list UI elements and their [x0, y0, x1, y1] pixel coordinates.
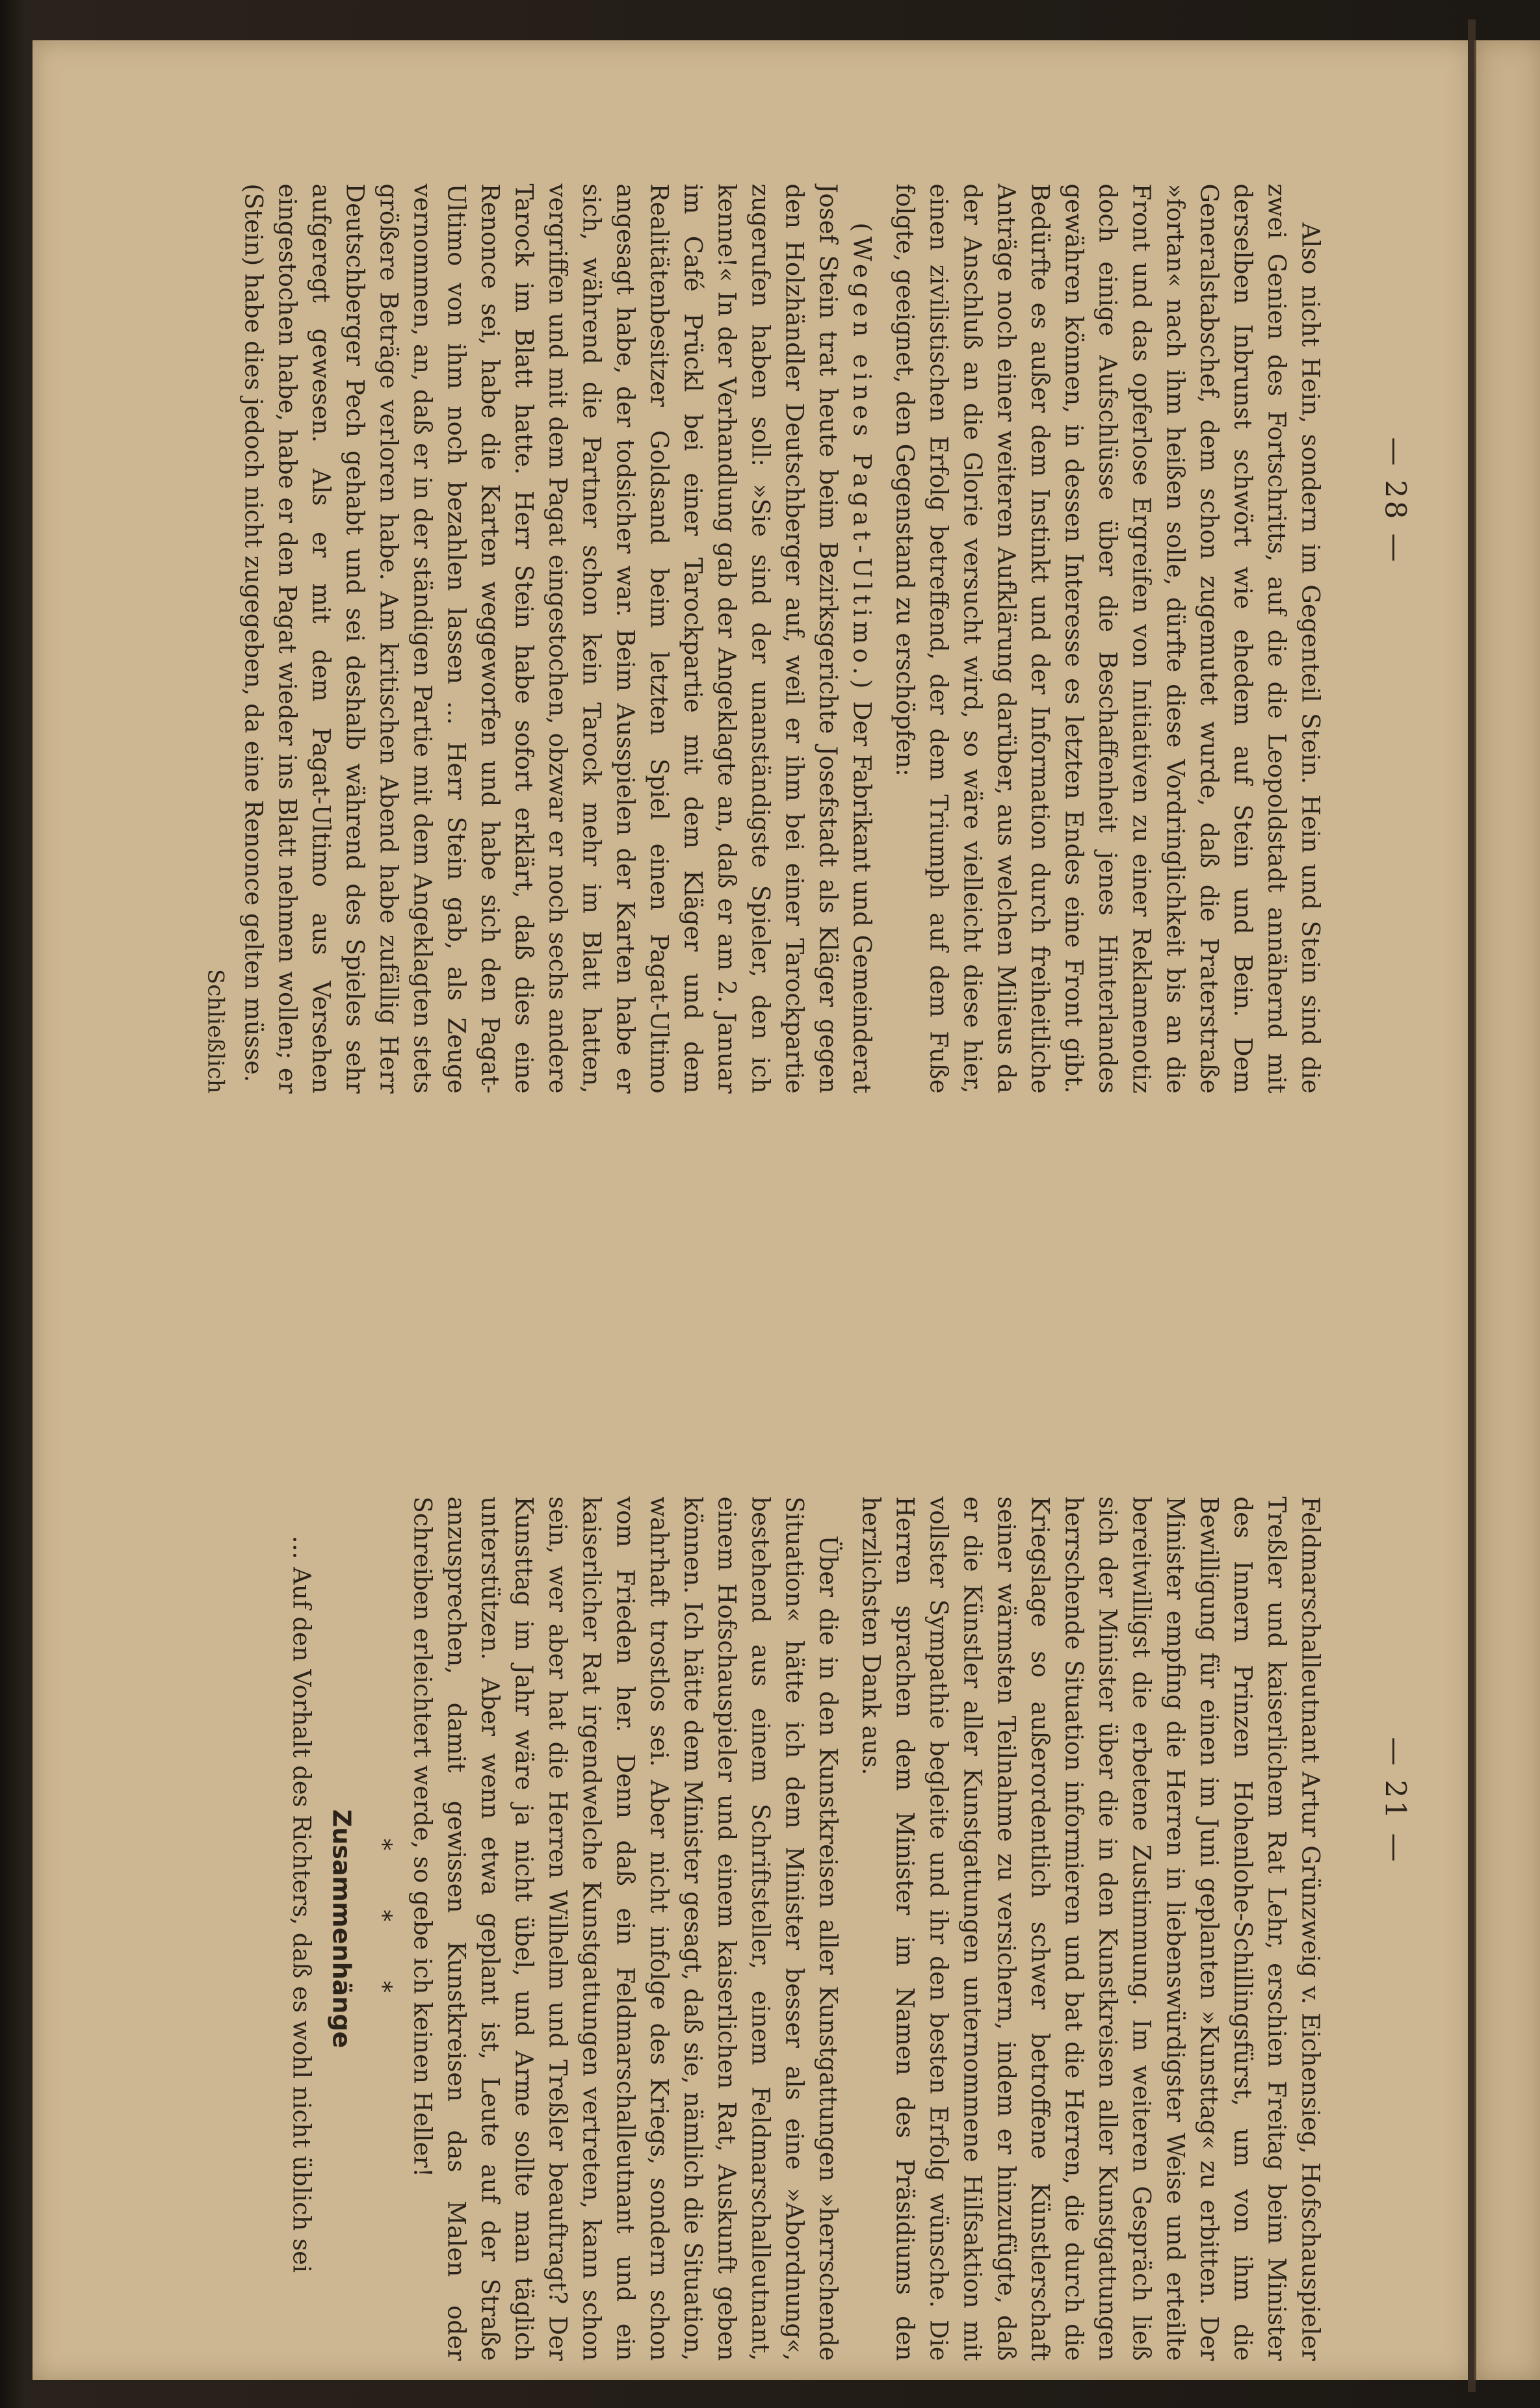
- report-heading: (Wegen eines Pagat-Ultimo.): [848, 222, 876, 693]
- paragraph: Also nicht Hein, sondern im Gegenteil Stein. Hein und Stein sind die zwei Genien des Fortschritts, auf die die Leopoldstadt annähernd mit derselben Inbrunst schwört wie ehedem auf Stein und Bein. Dem Generalstabschef, dem schon zugemutet wurde, daß die Praterstraße »fortan« nach ihm heißen solle, dürfte diese Vordringlichkeit bis an die Front und das opferlose Ergreifen von Initiativen zu einer Reklamenotiz doch einige Aufschlüsse über die Beschaffenheit jenes Hinterlandes gewähren können, in dessen Interesse es letzten Endes eine Front gibt. Bedürfte es außer dem Instinkt und der Information durch freiheitliche Anträge noch einer weiteren Aufklärung darüber, aus welchen Milieus da der Anschluß an die Glorie versucht wird, so wäre vielleicht diese hier, einen zivilistischen Erfolg betreffend, der dem Triumph auf dem Fuße folgte, geeignet, den Gegenstand zu erschöpfen:: [891, 183, 1325, 1094]
- paragraph: … Auf den Vorhalt des Richters, daß es wohl nicht üblich sei: [287, 1535, 316, 2273]
- report-body: Der Fabrikant und Gemeinderat Josef Stein trat heute beim Bezirksgerichte Josefstadt als Kläger gegen den Holzhändler Deutschberger auf, weil er ihm bei einer Tarockpartie zugerufen haben soll: »Sie sind der unanständigste Spieler, den ich kenne!« In der Verhandlung gab der Angeklagte an, daß er am 2. Januar im Café Prückl bei einer Tarockpartie mit dem Kläger und dem Realitätenbesitzer Goldsand beim letzten Spiel einen Pagat-Ultimo angesagt habe, der todsicher war. Beim Ausspielen der Karten habe er sich, während die Partner schon kein Tarock mehr im Blatt hatten, vergriffen und mit dem Pagat eingestochen, obzwar er noch sechs andere Tarock im Blatt hatte. Herr Stein habe sofort erklärt, daß dies eine Renonce sei, habe die Karten weggeworfen und habe sich den Pagat-Ultimo von ihm noch bezahlen lassen … Herr Stein gab, als Zeuge vernommen, an, daß er in der ständigen Partie mit dem Angeklagten stets größere Beträge verloren habe. Am kritischen Abend habe zufällig Herr Deutschberger Pech gehabt und sei deshalb während des Spieles sehr aufgeregt gewesen. Als er mit dem Pagat-Ultimo aus Versehen eingestochen habe, habe er den Pagat wieder ins Blatt nehmen wollen; er (Stein) habe dies jedoch nicht zugegeben, da eine Renonce gelten müsse.: [239, 183, 876, 1094]
- section-divider-stars: * * *: [369, 1839, 396, 2019]
- rotated-page-content: [50, 34, 1490, 2374]
- page-number-left: — 28 —: [1378, 437, 1412, 565]
- column-page-28: [125, 184, 1327, 1094]
- court-report: [237, 184, 879, 1094]
- page-number-right: — 21 —: [1378, 1737, 1412, 1865]
- catchword: Schließlich: [202, 969, 229, 1094]
- column-page-21: [40, 1497, 1327, 2361]
- paragraph: Feldmarschalleutnant Artur Grünzweig v. Eichensieg, Hofschauspieler Treßler und kaiserlichem Rat Lehr, erschien Freitag beim Minister des Innern Prinzen Hohenlohe-Schillingsfürst, um von ihm die Bewilligung für einen im Juni geplanten »Kunsttag« zu erbitten. Der Minister empfing die Herren in liebenswürdigster Weise und erteilte bereitwilligst die erbetene Zustimmung. Im weiteren Gespräch ließ sich der Minister über die in den Kunstkreisen aller Kunstgattungen herrschende Situation informieren und bat die Herren, die durch die Kriegslage so außerordentlich schwer betroffene Künstlerschaft seiner wärmsten Teilnahme zu versichern, indem er hinzufügte, daß er die Künstler aller Kunstgattungen unternommene Hilfsaktion mit vollster Sympathie begleite und ihr den besten Erfolg wünsche. Die Herren sprachen dem Minister im Namen des Präsidiums den herzlichsten Dank aus.: [857, 1496, 1325, 2361]
- section-heading: Zusammenhänge: [327, 1809, 356, 2049]
- paragraph: Über die in den Kunstkreisen aller Kunstgattungen »herrschende Situation« hätte ich dem Minister besser als eine »Abordnung«, bestehend aus einem Schriftsteller, einem Feldmarschalleutnant, einem Hofschauspieler und einem kaiserlichen Rat, Auskunft geben können. Ich hätte dem Minister gesagt, daß sie, nämlich die Situation, wahrhaft trostlos sei. Aber nicht infolge des Kriegs, sondern schon vom Frieden her. Denn daß ein Feldmarschalleutnant und ein kaiserlicher Rat irgendwelche Kunstgattungen vertreten, kann schon sein, wer aber hat die Herren Wilhelm und Treßler beauftragt? Der Kunsttag im Jahr wäre ja nicht übel, und Arme sollte man täglich unterstützen. Aber wenn etwa geplant ist, Leute auf der Straße anzusprechen, damit gewissen Kunstkreisen das Malen oder Schreiben erleichtert werde, so gebe ich keinen Heller!: [408, 1496, 842, 2361]
